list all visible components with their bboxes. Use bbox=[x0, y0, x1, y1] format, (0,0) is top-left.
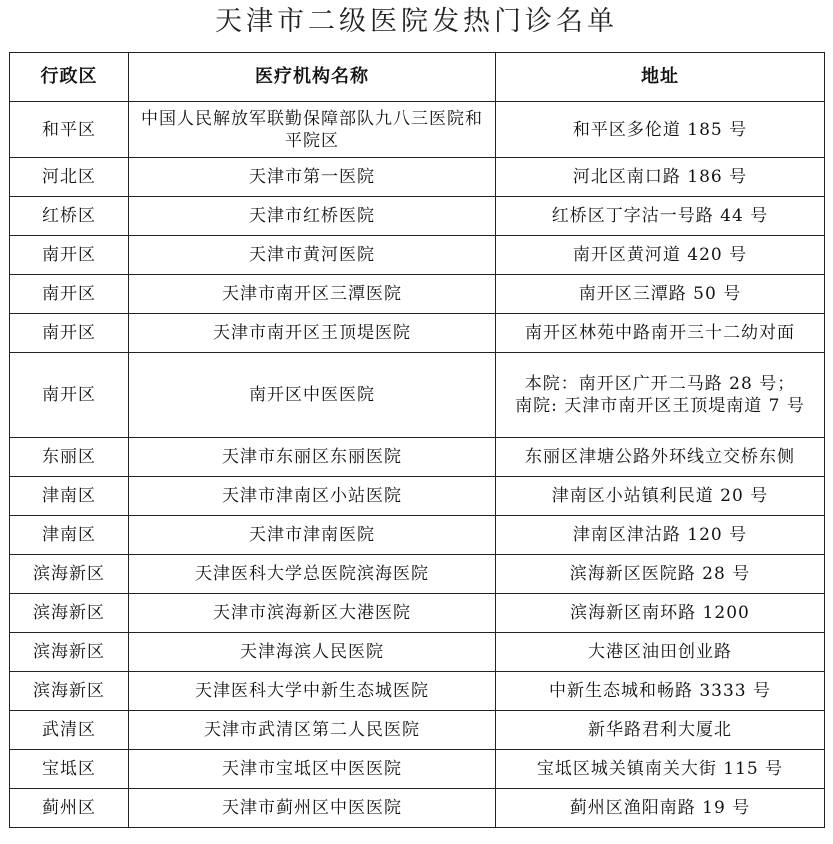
cell-institution: 天津海滨人民医院 bbox=[129, 633, 496, 672]
cell-institution: 天津市东丽区东丽医院 bbox=[129, 438, 496, 477]
cell-district: 南开区 bbox=[10, 236, 129, 275]
cell-district: 滨海新区 bbox=[10, 555, 129, 594]
header-district: 行政区 bbox=[10, 53, 129, 102]
cell-address bbox=[496, 353, 825, 438]
cell-address: 南开区林苑中路南开三十二幼对面 bbox=[496, 314, 825, 353]
cell-address: 大港区油田创业路 bbox=[496, 633, 825, 672]
table-row bbox=[10, 102, 825, 158]
cell-district: 津南区 bbox=[10, 477, 129, 516]
table-row bbox=[10, 750, 825, 789]
cell-institution: 天津市津南区小站医院 bbox=[129, 477, 496, 516]
cell-institution: 天津市红桥医院 bbox=[129, 197, 496, 236]
cell-district: 红桥区 bbox=[10, 197, 129, 236]
table-row bbox=[10, 516, 825, 555]
cell-address: 红桥区丁字沽一号路 44 号 bbox=[496, 197, 825, 236]
table-row bbox=[10, 594, 825, 633]
cell-institution: 天津市南开区王顶堤医院 bbox=[129, 314, 496, 353]
cell-address: 南开区三潭路 50 号 bbox=[496, 275, 825, 314]
cell-address: 中新生态城和畅路 3333 号 bbox=[496, 672, 825, 711]
cell-district: 滨海新区 bbox=[10, 594, 129, 633]
cell-institution: 天津市滨海新区大港医院 bbox=[129, 594, 496, 633]
cell-institution: 天津市宝坻区中医医院 bbox=[129, 750, 496, 789]
cell-institution: 天津市武清区第二人民医院 bbox=[129, 711, 496, 750]
cell-district: 河北区 bbox=[10, 158, 129, 197]
cell-district: 宝坻区 bbox=[10, 750, 129, 789]
cell-institution: 天津市津南医院 bbox=[129, 516, 496, 555]
cell-address: 和平区多伦道 185 号 bbox=[496, 102, 825, 158]
cell-address: 宝坻区城关镇南关大街 115 号 bbox=[496, 750, 825, 789]
cell-institution: 天津市黄河医院 bbox=[129, 236, 496, 275]
table-row bbox=[10, 438, 825, 477]
header-address: 地址 bbox=[496, 53, 825, 102]
table-row bbox=[10, 197, 825, 236]
hospital-table bbox=[9, 52, 825, 828]
cell-address: 蓟州区渔阳南路 19 号 bbox=[496, 789, 825, 828]
table-row bbox=[10, 789, 825, 828]
table-header-row bbox=[10, 53, 825, 102]
page-title: 天津市二级医院发热门诊名单 bbox=[215, 6, 618, 37]
cell-district: 滨海新区 bbox=[10, 672, 129, 711]
cell-institution: 天津市蓟州区中医医院 bbox=[129, 789, 496, 828]
table-row bbox=[10, 555, 825, 594]
cell-address: 河北区南口路 186 号 bbox=[496, 158, 825, 197]
cell-district: 和平区 bbox=[10, 102, 129, 158]
table-row bbox=[10, 236, 825, 275]
cell-district: 东丽区 bbox=[10, 438, 129, 477]
cell-institution: 中国人民解放军联勤保障部队九八三医院和平院区 bbox=[129, 102, 496, 158]
header-institution: 医疗机构名称 bbox=[129, 53, 496, 102]
cell-district: 南开区 bbox=[10, 314, 129, 353]
cell-institution: 天津市南开区三潭医院 bbox=[129, 275, 496, 314]
table-row bbox=[10, 477, 825, 516]
table-row bbox=[10, 275, 825, 314]
cell-district: 南开区 bbox=[10, 353, 129, 438]
cell-institution: 天津医科大学中新生态城医院 bbox=[129, 672, 496, 711]
cell-district: 南开区 bbox=[10, 275, 129, 314]
cell-address: 津南区津沽路 120 号 bbox=[496, 516, 825, 555]
table-row bbox=[10, 672, 825, 711]
table-row bbox=[10, 353, 825, 438]
address-line-main-campus: 本院：南开区广开二马路 28 号； bbox=[524, 374, 796, 394]
address-line-south-campus: 南院: 天津市南开区王顶堤南道 7 号 bbox=[515, 396, 805, 416]
cell-district: 滨海新区 bbox=[10, 633, 129, 672]
cell-institution: 南开区中医医院 bbox=[129, 353, 496, 438]
table-row bbox=[10, 158, 825, 197]
cell-address: 津南区小站镇利民道 20 号 bbox=[496, 477, 825, 516]
cell-address: 滨海新区医院路 28 号 bbox=[496, 555, 825, 594]
cell-district: 武清区 bbox=[10, 711, 129, 750]
cell-address: 南开区黄河道 420 号 bbox=[496, 236, 825, 275]
cell-institution: 天津医科大学总医院滨海医院 bbox=[129, 555, 496, 594]
cell-address: 新华路君利大厦北 bbox=[496, 711, 825, 750]
table-row bbox=[10, 633, 825, 672]
cell-district: 蓟州区 bbox=[10, 789, 129, 828]
cell-address: 东丽区津塘公路外环线立交桥东侧 bbox=[496, 438, 825, 477]
cell-address: 滨海新区南环路 1200 bbox=[496, 594, 825, 633]
table-row bbox=[10, 711, 825, 750]
cell-institution: 天津市第一医院 bbox=[129, 158, 496, 197]
table-row bbox=[10, 314, 825, 353]
cell-district: 津南区 bbox=[10, 516, 129, 555]
